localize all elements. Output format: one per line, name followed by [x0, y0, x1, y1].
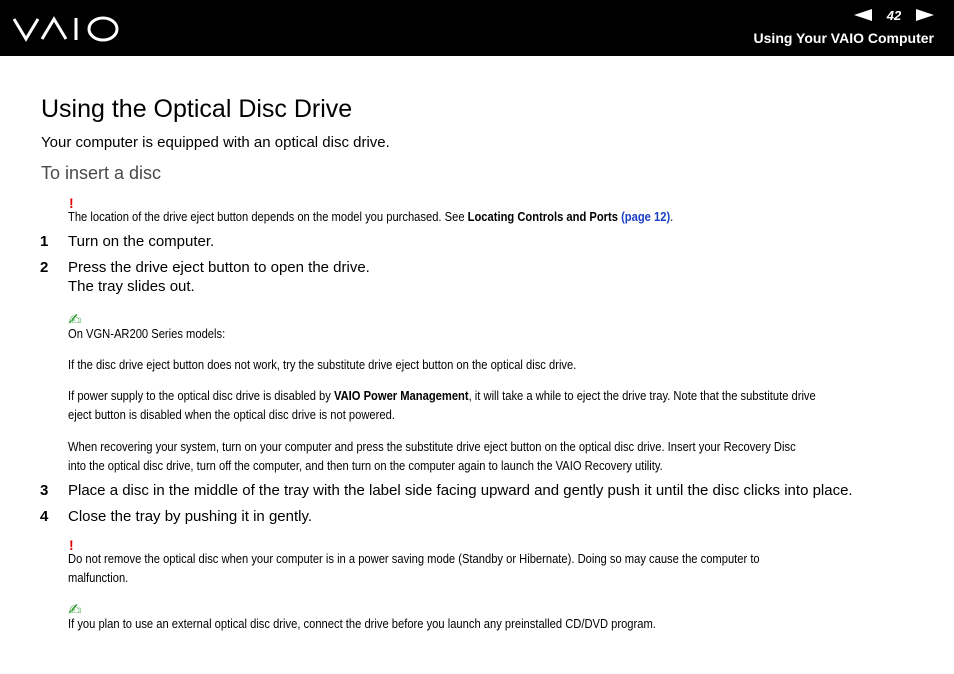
page-title: Using the Optical Disc Drive [41, 95, 353, 123]
next-page-icon[interactable] [916, 9, 934, 21]
warning-icon: ! [69, 195, 74, 211]
step-number: 2 [40, 259, 49, 276]
memo-icon: ✍ [68, 602, 82, 619]
warning-period: . [670, 209, 674, 224]
step-text: Close the tray by pushing it in gently. [68, 508, 313, 525]
note-text: eject button is disabled when the optical disc drive is not powered. [68, 407, 395, 422]
page-navigation [854, 6, 934, 24]
step-number: 1 [40, 233, 49, 250]
warning-text: The location of the drive eject button depends on the model you purchased. See [68, 209, 468, 224]
note-text: When recovering your system, turn on your computer and press the substitute drive eject button on the optical disc drive. Insert your Recovery Disc [68, 439, 796, 454]
step-number: 4 [40, 508, 49, 525]
note-text: , it will take a while to eject the drive tray. Note that the substitute drive [468, 388, 816, 403]
memo-icon: ✍ [68, 312, 82, 329]
note-eject-fallback: If the disc drive eject button does not work, try the substitute drive eject button on the optical disc drive. [68, 357, 577, 372]
procedure-subtitle: To insert a disc [41, 163, 162, 183]
intro-text: Your computer is equipped with an optical disc drive. [41, 134, 390, 151]
note-text: If power supply to the optical disc drive is disabled by [68, 388, 334, 403]
warning-power-saving [68, 549, 760, 587]
note-power-management [68, 386, 816, 424]
page-12-link[interactable]: (page 12) [621, 209, 671, 224]
step-subtext: The tray slides out. [68, 278, 195, 295]
step-number: 3 [40, 482, 49, 499]
previous-page-icon[interactable] [854, 9, 872, 21]
note-text: into the optical disc drive, turn off the computer, and then turn on the computer again to launch the VAIO Recovery utility. [68, 458, 663, 473]
note-recovery [68, 437, 796, 475]
warning-text: malfunction. [68, 570, 129, 585]
vaio-logo [12, 13, 122, 43]
note-models: On VGN-AR200 Series models: [68, 326, 226, 341]
header-bar [0, 0, 954, 56]
page-number: 42 [886, 7, 902, 23]
step-text: Press the drive eject button to open the drive. [68, 259, 370, 276]
warning-text: Do not remove the optical disc when your computer is in a power saving mode (Standby or Hibernate). Doing so may cause the computer to [68, 551, 760, 566]
step-text: Turn on the computer. [68, 233, 215, 250]
step-text: Place a disc in the middle of the tray with the label side facing upward and gently push it until the disc clicks into place. [68, 482, 853, 499]
section-title: Using Your VAIO Computer [753, 30, 934, 46]
vaio-power-management-ref: VAIO Power Management [333, 388, 469, 403]
warning-icon: ! [69, 537, 74, 553]
locating-controls-ref: Locating Controls and Ports [467, 209, 618, 224]
note-external-drive: If you plan to use an external optical disc drive, connect the drive before you launch any preinstalled CD/DVD program. [68, 616, 656, 631]
warning-eject-location [68, 207, 673, 226]
